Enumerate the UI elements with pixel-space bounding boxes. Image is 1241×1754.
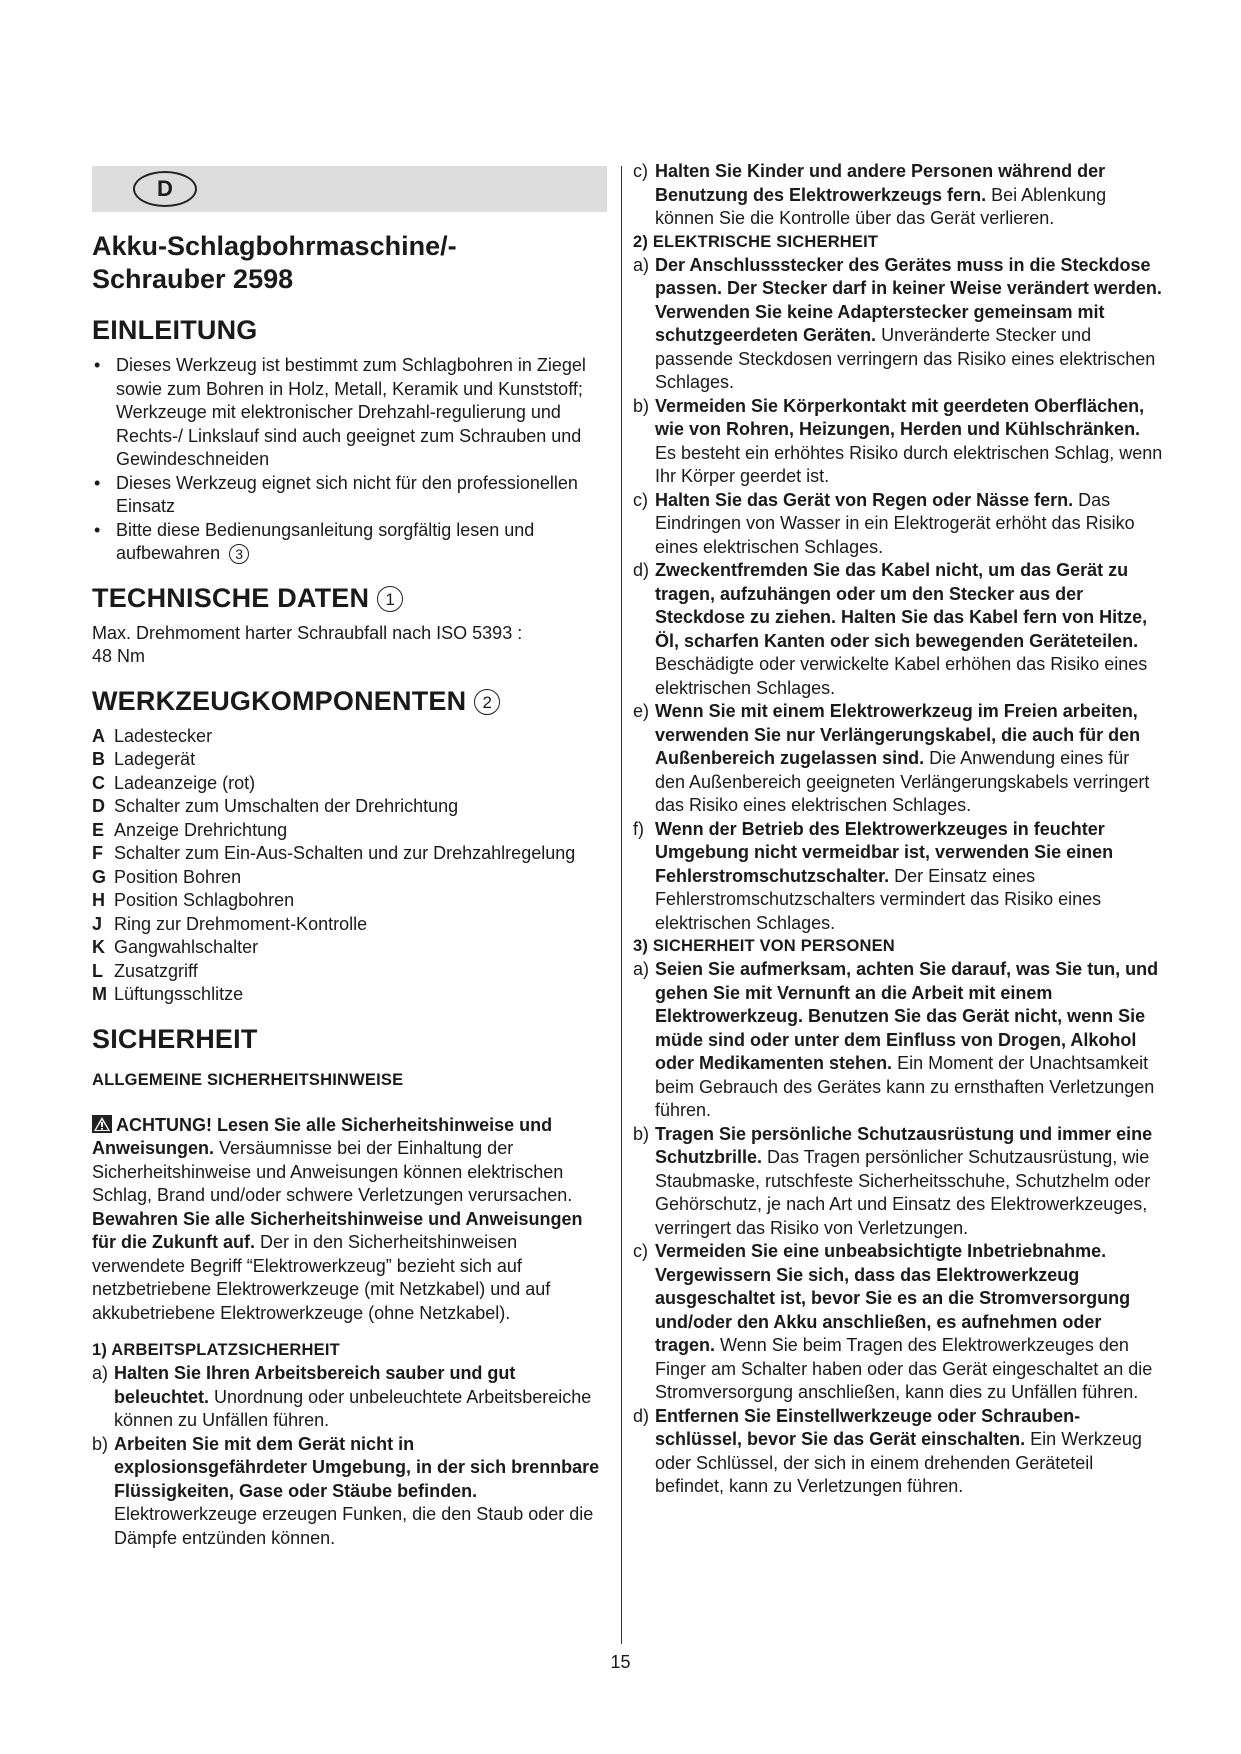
section-1-heading: 1) ARBEITSPLATZSICHERHEIT — [92, 1341, 340, 1359]
warning-paragraph — [92, 1114, 607, 1326]
item-bold-text: Vermeiden Sie eine unbeabsichtigte Inbetriebnahme. Vergewissern Sie sich, dass das Elektrowerkzeug ausgeschaltet ist, bevor Sie es an die Stromversorgung und/oder den Akku anschließen, es aufnehmen oder tragen. — [655, 1241, 1131, 1355]
item-bold-text: Halten Sie Kinder und andere Personen während der Benutzung des Elektrowerkzeugs fern. — [655, 161, 1106, 205]
component-letter: J — [92, 913, 103, 934]
list-item — [633, 1240, 1163, 1405]
list-item — [92, 1433, 607, 1551]
component-item — [92, 748, 607, 772]
title-line-2: Schrauber 2598 — [92, 264, 294, 294]
component-item — [92, 960, 607, 984]
heading-einleitung: EINLEITUNG — [92, 315, 258, 345]
item-label: c) — [633, 1241, 648, 1261]
heading-sicherheit: SICHERHEIT — [92, 1023, 258, 1054]
torque-value: 48 Nm — [92, 646, 146, 666]
component-letter: E — [92, 819, 105, 840]
torque-label: Max. Drehmoment harter Schraubfall nach ISO 5393 : — [92, 622, 523, 643]
item-text — [655, 160, 1163, 231]
item-plain-text: Der Einsatz eines Fehlerstromschutzschalters vermindert das Risiko eines elektrischen Schlages. — [655, 865, 1102, 933]
list-item — [633, 818, 1163, 936]
component-item — [92, 866, 607, 890]
heading-technische-daten — [92, 582, 607, 614]
list-item — [633, 254, 1163, 395]
item-plain-text: Unordnung oder unbeleuchtete Arbeitsbereiche können zu Unfällen führen. — [114, 1386, 592, 1430]
component-item — [92, 772, 607, 796]
section-2-items — [633, 254, 1163, 936]
component-item — [92, 889, 607, 913]
warning-text-2: Der in den Sicherheitshinweisen verwendete Begriff “Elektrowerkzeug” bezieht sich auf netzbetriebene Elektrowerkzeuge (mit Netzkabel) und auf akkubetriebene Elektrowerkzeuge (ohne Netzkabel). — [92, 1232, 551, 1323]
item-text — [655, 489, 1163, 560]
section-1-items — [92, 1362, 607, 1550]
component-letter: F — [92, 843, 103, 863]
component-item — [92, 983, 607, 1007]
item-text — [655, 1123, 1163, 1241]
component-item — [92, 913, 607, 937]
component-label: Ring zur Drehmoment-Kontrolle — [114, 913, 368, 934]
item-text — [655, 395, 1163, 489]
item-label: f) — [633, 818, 644, 839]
list-item-text: Bitte diese Bedienungsanleitung sorgfältig lesen und aufbewahren — [116, 519, 535, 563]
warning-icon — [92, 1115, 112, 1133]
list-item — [633, 160, 1163, 231]
component-letter: K — [92, 937, 105, 957]
component-item — [92, 842, 607, 866]
component-letter: B — [92, 749, 105, 769]
list-item — [633, 489, 1163, 560]
component-item — [92, 795, 607, 819]
item-plain-text: Beschädigte oder verwickelte Kabel erhöhen das Risiko eines elektrischen Schlages. — [655, 654, 1148, 698]
warning-bold-2: Bewahren Sie alle Sicherheitshinweise und Anweisungen für die Zukunft auf. — [92, 1208, 583, 1252]
section-2-heading: 2) ELEKTRISCHE SICHERHEIT — [633, 232, 879, 251]
item-label: d) — [633, 1405, 650, 1426]
list-item — [633, 395, 1163, 489]
item-label: e) — [633, 701, 650, 721]
component-item — [92, 936, 607, 960]
item-label: a) — [92, 1363, 109, 1383]
title-line-1: Akku-Schlagbohrmaschine/- — [92, 231, 457, 261]
column-divider — [621, 166, 622, 1644]
list-item — [92, 519, 607, 566]
component-letter: C — [92, 772, 105, 793]
component-label: Ladegerät — [114, 749, 196, 769]
component-letter: D — [92, 796, 105, 816]
component-letter: L — [92, 960, 103, 981]
intro-list — [92, 354, 607, 566]
item-label: a) — [633, 254, 650, 275]
component-letter: A — [92, 725, 105, 746]
list-item — [92, 1362, 607, 1433]
item-bold-text: Arbeiten Sie mit dem Gerät nicht in explosionsgefährdeter Umgebung, in der sich brennbare Flüssigkeiten, Gase oder Stäube befinden. — [114, 1433, 600, 1501]
figure-ref-2: 2 — [474, 689, 500, 715]
item-label: a) — [633, 959, 650, 979]
item-bold-text: Halten Sie das Gerät von Regen oder Nässe fern. — [655, 489, 1074, 510]
item-text — [655, 559, 1163, 700]
list-item — [633, 559, 1163, 700]
item-label: b) — [633, 1123, 650, 1144]
item-bold-text: Zweckentfremden Sie das Kabel nicht, um das Gerät zu tragen, aufzuhängen oder um den Stecker aus der Steckdose zu ziehen. Halten Sie das Kabel fern von Hitze, Öl, scharfen Kanten oder sich bewegenden Geräteteilen. — [655, 560, 1148, 651]
item-label: b) — [633, 395, 650, 416]
item-bold-text: Wenn der Betrieb des Elektrowerkzeuges in feuchter Umgebung nicht vermeidbar ist, verwenden Sie einen Fehlerstromschutzschalter. — [655, 818, 1114, 886]
list-item: • Dieses Werkzeug eignet sich nicht für den professionellen Einsatz — [92, 472, 607, 519]
component-letter: G — [92, 866, 107, 887]
section-3-heading: 3) SICHERHEIT VON PERSONEN — [633, 937, 895, 955]
item-label: d) — [633, 560, 650, 580]
item-plain-text: Das Tragen persönlicher Schutzausrüstung, wie Staubmaske, rutschfeste Sicherheitsschuhe, Schutzhelm oder Gehörschutz, je nach Art und Einsatz des Elektrowerkzeuges, verringert das Risiko von Verletzungen. — [655, 1147, 1151, 1238]
subheading-general-safety: ALLGEMEINE SICHERHEITSHINWEISE — [92, 1070, 404, 1089]
item-bold-text: Der Anschlussstecker des Gerätes muss in die Steckdose passen. Der Stecker darf in keiner Weise verändert werden. Verwenden Sie keine Adapterstecker gemeinsam mit schutzgeerdeten Geräten. — [655, 254, 1162, 345]
component-label: Gangwahlschalter — [114, 937, 259, 957]
item-bold-text: Halten Sie Ihren Arbeitsbereich sauber und gut beleuchtet. — [114, 1363, 516, 1407]
component-letter: H — [92, 890, 105, 910]
document-title — [92, 230, 607, 296]
item-plain-text: Ein Werkzeug oder Schlüssel, der sich in einem drehenden Geräteteil befindet, kann zu Verletzungen führen. — [655, 1429, 1142, 1496]
component-label: Anzeige Drehrichtung — [114, 819, 288, 840]
list-item — [633, 1405, 1163, 1499]
warning-text-1: Versäumnisse bei der Einhaltung der Sicherheitshinweise und Anweisungen können elektrischen Schlag, Brand und/oder schwere Verletzungen verursachen. — [92, 1138, 573, 1205]
item-bold-text: Tragen Sie persönliche Schutzausrüstung und immer eine Schutzbrille. — [655, 1123, 1153, 1167]
item-plain-text: Es besteht ein erhöhtes Risiko durch elektrischen Schlag, wenn Ihr Körper geerdet ist. — [655, 442, 1163, 486]
item-bold-text: Wenn Sie mit einem Elektrowerkzeug im Freien arbeiten, verwenden Sie nur Verlängerungskabel, die auch für den Außenbereich zugelassen sind. — [655, 701, 1141, 768]
item-plain-text: Elektrowerkzeuge erzeugen Funken, die den Staub oder die Dämpfe entzünden können. — [114, 1504, 594, 1548]
item-text — [655, 254, 1163, 395]
heading-werkzeugkomponenten — [92, 685, 607, 717]
heading-text: TECHNISCHE DATEN — [92, 582, 370, 613]
item-text — [114, 1362, 607, 1433]
component-label: Ladestecker — [114, 725, 213, 746]
item-plain-text: Das Eindringen von Wasser in ein Elektrogerät erhöht das Risiko eines elektrischen Schlages. — [655, 489, 1135, 557]
section-3-items — [633, 958, 1163, 1499]
component-label: Ladeanzeige (rot) — [114, 772, 256, 793]
item-label: b) — [92, 1433, 109, 1454]
item-text — [655, 1240, 1163, 1405]
item-plain-text: Die Anwendung eines für den Außenbereich geeigneten Verlängerungskabels verringert das Risiko eines elektrischen Schlages. — [655, 748, 1150, 815]
list-item: • Dieses Werkzeug ist bestimmt zum Schlagbohren in Ziegel sowie zum Bohren in Holz, Metall, Keramik und Kunststoff; Werkzeuge mit elektronischer Drehzahl-regulierung und Rechts-/ Linkslauf sind auch geeignet zum Schrauben und Gewindeschneiden — [92, 354, 607, 472]
warning-bold-1: ACHTUNG! Lesen Sie alle Sicherheitshinweise und Anweisungen. — [92, 1114, 553, 1158]
page-number: 15 — [610, 1652, 631, 1672]
figure-ref-1: 1 — [377, 586, 403, 612]
component-label: Schalter zum Ein-Aus-Schalten und zur Drehzahlregelung — [114, 843, 576, 863]
component-label: Schalter zum Umschalten der Drehrichtung — [114, 796, 459, 816]
component-label: Lüftungsschlitze — [114, 984, 244, 1004]
item-bold-text: Entfernen Sie Einstellwerkzeuge oder Schrauben-schlüssel, bevor Sie das Gerät einschalten. — [655, 1405, 1081, 1449]
item-text — [655, 958, 1163, 1123]
item-plain-text: Wenn Sie beim Tragen des Elektrowerkzeuges den Finger am Schalter haben oder das Gerät eingeschaltet an die Stromversorgung anschließen, kann dies zu Unfällen führen. — [655, 1335, 1153, 1402]
item-text — [655, 1405, 1163, 1499]
component-letter: M — [92, 984, 107, 1004]
section-1-items-continued — [633, 160, 1163, 231]
item-label: c) — [633, 489, 648, 510]
item-text — [655, 818, 1163, 936]
left-column — [92, 166, 607, 1550]
language-bar — [92, 166, 607, 212]
figure-ref-3: 3 — [229, 544, 249, 564]
item-text — [114, 1433, 607, 1551]
item-plain-text: Unveränderte Stecker und passende Steckdosen verringern das Risiko eines elektrischen Schlages. — [655, 325, 1156, 392]
item-bold-text: Seien Sie aufmerksam, achten Sie darauf, was Sie tun, und gehen Sie mit Vernunft an die Arbeit mit einem Elektrowerkzeug. Benutzen Sie das Gerät nicht, wenn Sie müde sind oder unter dem Einfluss von Drogen, Alkohol oder Medikamenten stehen. — [655, 959, 1159, 1073]
list-item — [633, 1123, 1163, 1241]
component-list — [92, 725, 607, 1007]
list-item — [633, 958, 1163, 1123]
component-label: Zusatzgriff — [114, 960, 198, 981]
component-item — [92, 725, 607, 749]
item-text — [655, 700, 1163, 818]
item-bold-text: Vermeiden Sie Körperkontakt mit geerdeten Oberflächen, wie von Rohren, Heizungen, Herden und Kühlschränken. — [655, 395, 1145, 439]
right-column — [633, 160, 1163, 1499]
language-badge: D — [133, 171, 197, 207]
item-plain-text: Ein Moment der Unachtsamkeit beim Gebrauch des Gerätes kann zu ernsthaften Verletzungen führen. — [655, 1053, 1155, 1120]
component-label: Position Bohren — [114, 866, 242, 887]
list-item — [633, 700, 1163, 818]
item-label: c) — [633, 161, 648, 181]
heading-text: WERKZEUGKOMPONENTEN — [92, 685, 467, 716]
item-plain-text: Bei Ablenkung können Sie die Kontrolle über das Gerät verlieren. — [655, 184, 1107, 228]
component-label: Position Schlagbohren — [114, 890, 295, 910]
component-item — [92, 819, 607, 843]
